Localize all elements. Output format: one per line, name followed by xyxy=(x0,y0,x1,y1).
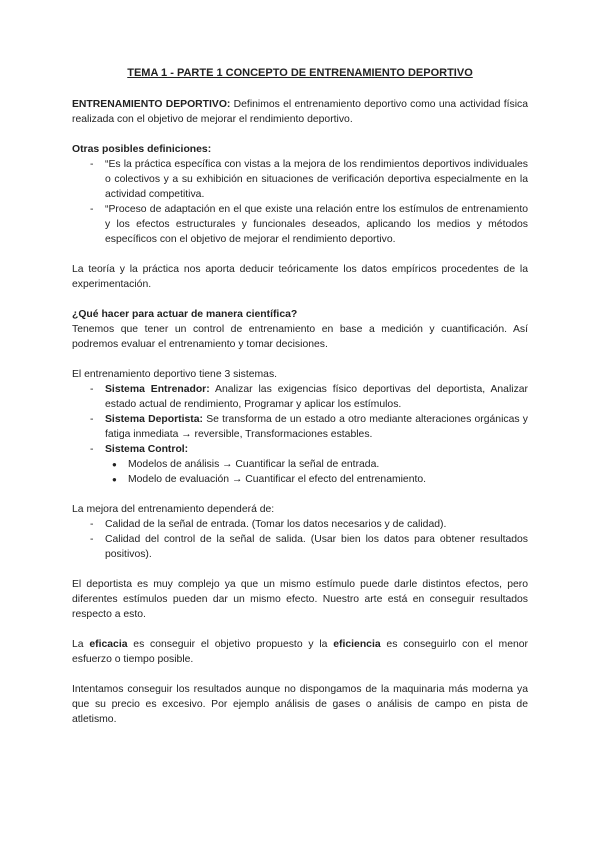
list-item: - “Proceso de adaptación en el que existe una relación entre los estímulos de entrenamiento y los efectos estructurales y funcionales deseados, aplicando los medios y métodos específicos con el objetivo de mejorar el rendimiento deportivo. xyxy=(72,202,528,247)
cientifica-paragraph: Tenemos que tener un control de entrenamiento en base a medición y cuantificación. Así podremos evaluar el entrenamiento y tomar decisiones. xyxy=(72,324,528,350)
list-item: ● Modelos de análisis → Cuantificar la señal de entrada. xyxy=(72,457,528,472)
definition-label: ENTRENAMIENTO DEPORTIVO: xyxy=(72,99,231,110)
eficacia-paragraph xyxy=(72,637,528,667)
definition-text: Definimos el entrenamiento deportivo como una actividad física realizada con el objetivo de mejorar el rendimiento deportivo. xyxy=(72,99,528,125)
cientifica-heading xyxy=(72,307,528,322)
document-page xyxy=(72,66,528,727)
eficacia-text: La xyxy=(72,639,90,650)
list-item xyxy=(72,442,528,457)
control-sublist xyxy=(72,457,528,487)
document-title: TEMA 1 - PARTE 1 CONCEPTO DE ENTRENAMIENTO DEPORTIVO xyxy=(127,67,473,79)
eficacia-text: es conseguir el objetivo propuesto y la xyxy=(127,639,334,650)
deportista-complejo-paragraph: El deportista es muy complejo ya que un mismo estímulo puede darle distintos efectos, pero diferentes estímulos pueden dar un mismo efecto. Nuestro arte está en conseguir resultados respecto a esto. xyxy=(72,579,528,620)
sistema-entrenador-text: Analizar las exigencias físico deportivas del deportista, Analizar estado actual de rendimiento, Programar y aplicar los estímulos. xyxy=(105,384,529,410)
otras-list xyxy=(72,157,528,247)
definition-paragraph xyxy=(72,97,528,127)
mejora-list xyxy=(72,517,528,562)
cientifica-heading-text: ¿Qué hacer para actuar de manera científica? xyxy=(72,309,298,320)
mejora-intro: La mejora del entrenamiento dependerá de: xyxy=(72,504,275,515)
eficacia-text: es conseguirlo con el menor esfuerzo o tiempo posible. xyxy=(72,639,529,665)
eficiencia-term: eficiencia xyxy=(333,639,381,650)
list-item: ● Modelo de evaluación → Cuantificar el efecto del entrenamiento. xyxy=(72,472,528,487)
otras-heading xyxy=(72,142,528,157)
sistema-deportista-text: Se transforma de un estado a otro mediante alteraciones orgánicas y fatiga inmediata → reversible, Transformaciones estables. xyxy=(105,414,528,440)
sistema-control-label: Sistema Control: xyxy=(105,444,189,455)
list-item: - Calidad del control de la señal de salida. (Usar bien los datos para obtener resultados positivos). xyxy=(72,532,528,562)
otras-heading-text: Otras posibles definiciones: xyxy=(72,144,212,155)
list-item: - “Es la práctica específica con vistas a la mejora de los rendimientos deportivos individuales o colectivos y a su exhibición en situaciones de verificación deportiva especialmente en la actividad competitiva. xyxy=(72,157,528,202)
eficacia-term: eficacia xyxy=(89,639,128,650)
intentamos-paragraph: Intentamos conseguir los resultados aunque no dispongamos de la maquinaria más moderna ya que su precio es excesivo. Por ejemplo análisis de gases o análisis de campo en pista de atletismo. xyxy=(72,684,528,725)
teoria-paragraph: La teoría y la práctica nos aporta deducir teóricamente los datos empíricos procedentes de la experimentación. xyxy=(72,264,528,290)
list-item: - Calidad de la señal de entrada. (Tomar los datos necesarios y de calidad). xyxy=(72,517,528,532)
sistemas-list xyxy=(72,382,528,457)
sistema-entrenador-label: Sistema Entrenador: xyxy=(105,384,210,395)
list-item xyxy=(72,382,528,412)
sistema-deportista-label: Sistema Deportista: xyxy=(105,414,203,425)
list-item xyxy=(72,412,528,442)
sistemas-intro: El entrenamiento deportivo tiene 3 sistemas. xyxy=(72,369,278,380)
